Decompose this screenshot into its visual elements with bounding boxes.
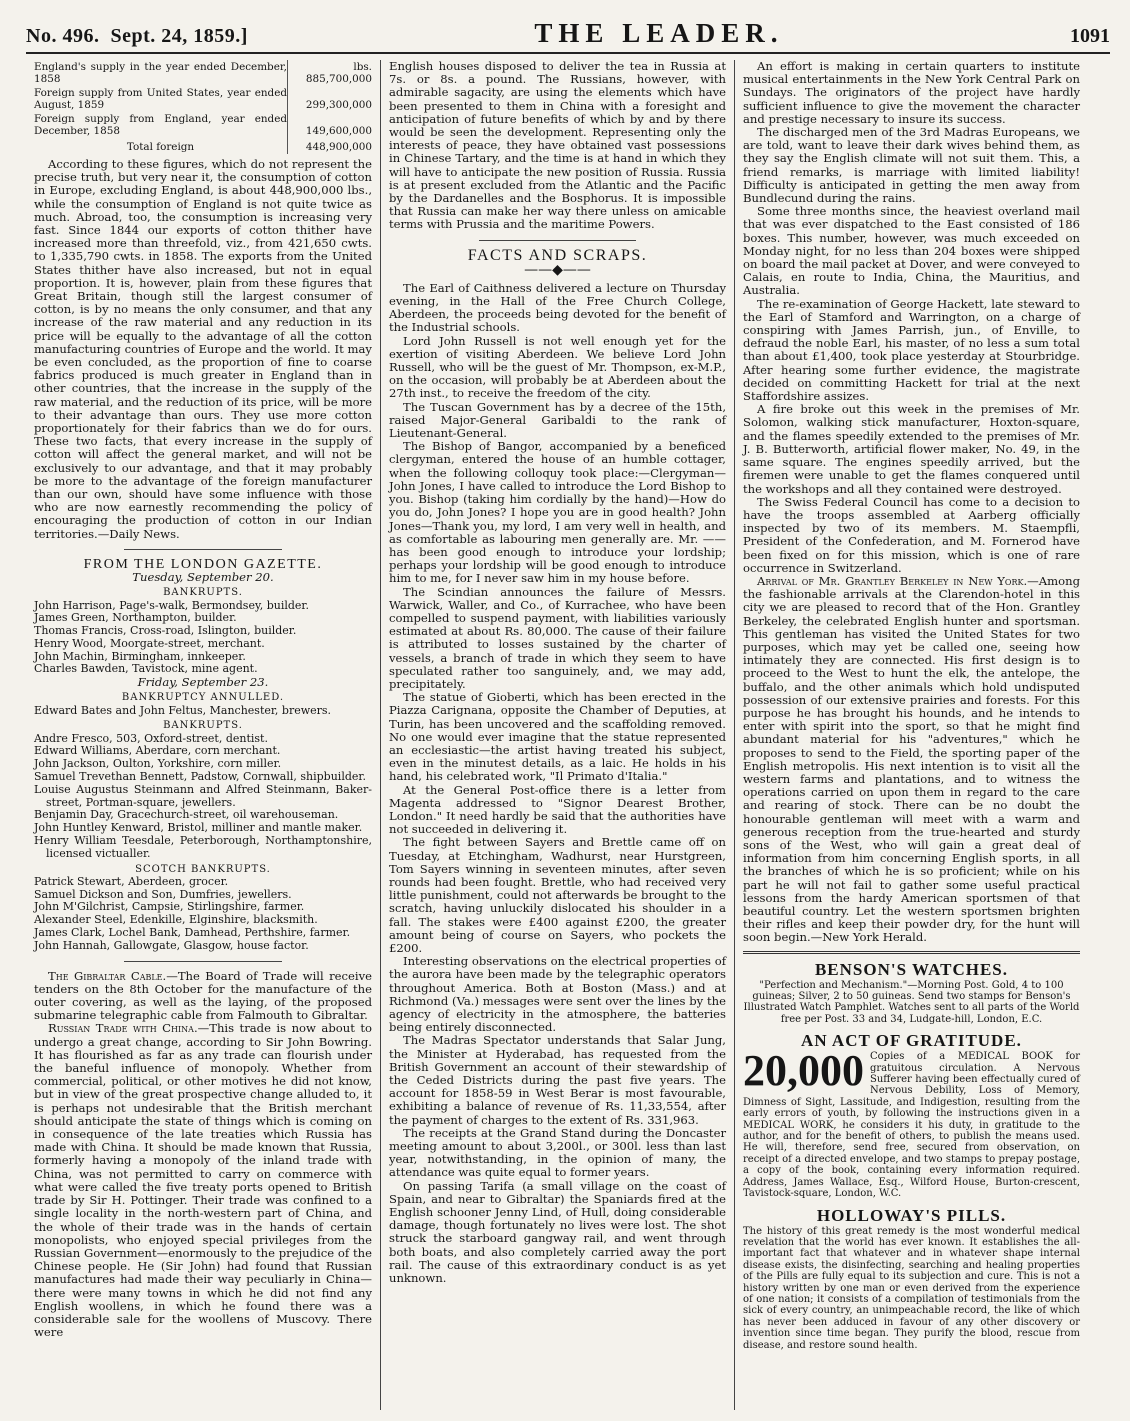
- cotton-article: According to these figures, which do not represent the precise truth, but very near it, the consumption of cotton in Europe, excluding England, is about 448,900,000 lbs., while the consumption of England is not quite twice as much. Abroad, too, the consumption is increasing very fast. Since 1844 our exports of cotton thither have increased more than threefold, viz., from 421,650 cwts. to 1,335,790 cwts. in 1858. The exports from the United States thither have also increased, but not in equal proportion. It is, however, plain from these figures that Great Britain, though still the largest consumer of cotton, is by no means the only consumer, and that any increase of the raw material and any reduction in its price will be equally to the advantage of all the cotton manufacturing countries of Europe and the world. It may be even concluded, as the proportion of fine to coarse fabrics produced is much greater in England than in other countries, that the increase in the supply of the raw material, and the reduction of its price, will be more to their advantage than ours. They use more cotton proportionately for their fabrics than we do for ours. These two facts, that every increase in the supply of cotton will affect the general market, and will not be exclusively to our advantage, and that it may probably be more to the advantage of the foreign manufacturer than our own, should have some influence with those who are now earnestly recommending the policy of encouraging the production of cotton in our Indian territories.—Daily News.: [34, 157, 372, 541]
- bankrupts-list: [34, 600, 372, 677]
- list-item: Benjamin Day, Gracechurch-street, oil warehouseman.: [34, 808, 339, 822]
- divider: [743, 951, 1080, 954]
- scotch-bankrupts-list: [34, 876, 372, 953]
- advertisement-title: AN ACT OF GRATITUDE.: [801, 1031, 1022, 1051]
- advertisement-title: HOLLOWAY'S PILLS.: [816, 1205, 1007, 1225]
- news-item: A fire broke out this week in the premises of Mr. Solomon, walking stick manufacturer, Hoxton-square, and the flames speedily extended to the premises of Mr. J. B. Butterworth, artificial flower maker, No. 49, in the same square. The engines speedily arrived, but the firemen were unable to get the flames conquered until the workshops and all they contained were destroyed.: [743, 402, 1080, 496]
- table-row: [34, 138, 372, 154]
- russian-trade-article: Russian Trade with China.—This trade is now about to undergo a great change, according to Sir John Bowring. It has flourished as far as any trade can flourish under the baneful influence of monopoly. Whether from commercial, political, or other motives he did not know, but in view of the great prospective change alluded to, it is perhaps not undesirable that the British merchant should anticipate the state of things which is coming on in consequence of the late treaties which Russia has made with China. It should be made known that Russia, formerly having a monopoly of the inland trade with China, was not permitted to carry on commerce with what were called the five treaty ports opened to British trade by Sir H. Pottinger. Their trade was confined to a single locality in the north-western part of China, and the whole of their trade was in the hands of certain monopolists, who enjoyed special privileges from the Russian Government—enormously to the prejudice of the Chinese people. He (Sir John) had found that Russian manufactures had made their way peculiarly in China—there were many towns in which he did not find any English woollens, in which he found there was a considerable sale for the woollens of Muscovy. There were: [34, 1021, 372, 1340]
- news-item: An effort is making in certain quarters to institute musical entertainments in the New York Central Park on Sundays. The originators of the project have hardly sufficient influence to give the movement the character and prestige necessary to insure its success.: [743, 60, 1080, 126]
- list-item: Henry William Teesdale, Peterborough, Northamptonshire, licensed victualler.: [34, 834, 372, 860]
- ledger-value: lbs. 885,700,000: [288, 60, 373, 86]
- news-item: The Madras Spectator understands that Salar Jung, the Minister at Hyderabad, has requested from the British Government an account of their stewardship of the Ceded Districts during the past five years. The account for 1858-59 in West Berar is most favourable, exhibiting a balance of revenue of Rs. 11,33,554, after the payment of charges to the extent of Rs. 331,963.: [389, 1033, 726, 1127]
- cotton-supply-table: [34, 60, 372, 154]
- divider: [124, 961, 282, 962]
- news-item: Some three months since, the heaviest overland mail that was ever dispatched to the East consisted of 186 boxes. This number, however, was much exceeded on Monday night, for no less than 204 boxes were shipped on board the mail packet at Dover, and were conveyed to Calais, en route to India, China, the Mauritius, and Australia.: [743, 204, 1080, 298]
- page-number: 1091: [1069, 25, 1110, 47]
- big-number: 20,000: [743, 1046, 864, 1096]
- divider: [124, 549, 282, 550]
- gibraltar-cable-article: The Gibraltar Cable.—The Board of Trade will receive tenders on the 8th October for the manufacture of the outer covering, as well as the laying, of the proposed submarine telegraphic cable from Falmouth to Gibraltar.: [34, 968, 373, 1023]
- news-item: The discharged men of the 3rd Madras Europeans, we are told, want to leave their dark wives behind them, as they say the English climate will not suit them. This, a friend remarks, is marriage with limited liability! Difficulty is anticipated in getting the men away from Bundlecund during the rains.: [743, 125, 1080, 206]
- list-item: Henry Wood, Moorgate-street, merchant.: [34, 636, 265, 650]
- ledger-label: Foreign supply from England, year ended December, 1858: [34, 113, 287, 137]
- column-3: [734, 60, 1088, 1410]
- news-item: The fight between Sayers and Brettle came off on Tuesday, at Etchingham, Wadhurst, near Hurstgreen, Tom Sayers winning in seventeen minutes, after seven rounds had been fought. Brettle, who had received very little punishment, could not afterwards be brought to the scratch, having unluckily dislocated his shoulder in a fall. The stakes were £400 against £200, the greater amount being of course on Sayers, who pockets the £200.: [389, 835, 726, 955]
- list-item: Edward Bates and John Feltus, Manchester, brewers.: [34, 703, 332, 717]
- list-item: Andre Fresco, 503, Oxford-street, dentist.: [34, 731, 268, 745]
- section-label: BANKRUPTS.: [163, 720, 243, 732]
- list-item: Samuel Trevethan Bennett, Padstow, Cornwall, shipbuilder.: [34, 770, 366, 784]
- list-item: Patrick Stewart, Aberdeen, grocer.: [34, 874, 229, 888]
- news-item: Interesting observations on the electrical properties of the aurora have been made by the telegraphic operators throughout America. Both at Boston (Mass.) and at Richmond (Va.) messages were sent over the lines by the agency of electricity in the atmosphere, the batteries being entirely disconnected.: [389, 954, 726, 1035]
- news-item: The receipts at the Grand Stand during the Doncaster meeting amount to about 3,200l., or 300l. less than last year, notwithstanding, in the opinion of many, the attendance was quite equal to former years.: [389, 1125, 726, 1180]
- section-heading: FACTS AND SCRAPS.: [467, 246, 648, 264]
- list-item: Alexander Steel, Edenkille, Elginshire, blacksmith.: [34, 913, 318, 927]
- list-item: Louise Augustus Steinmann and Alfred Steinmann, Baker-street, Portman-square, jewellers.: [34, 782, 372, 809]
- section-label: BANKRUPTCY ANNULLED.: [121, 692, 285, 704]
- ledger-label: Total foreign: [126, 141, 195, 153]
- ornament-icon: ——◆——: [524, 261, 591, 278]
- list-item: John Harrison, Page's-walk, Bermondsey, builder.: [34, 598, 309, 612]
- column-2: [380, 60, 734, 1410]
- ledger-label: Foreign supply from United States, year ended August, 1859: [34, 87, 287, 111]
- list-item: John Huntley Kenward, Bristol, milliner and mantle maker.: [34, 821, 363, 835]
- table-row: [34, 112, 372, 138]
- advertisement-body: "Perfection and Mechanism."—Morning Post. Gold, 4 to 100 guineas; Silver, 2 to 50 guineas. Send two stamps for Benson's Illustrated Watch Pamphlet. Watches sent to all parts of the World free per Post. 33 and 34, Ludgate-hill, London, E.C.: [743, 979, 1080, 1025]
- advertisement-title: BENSON'S WATCHES.: [814, 959, 1009, 979]
- list-item: John M'Gilchrist, Campsie, Stirlingshire, farmer.: [34, 900, 305, 914]
- ledger-value: 448,900,000: [288, 138, 373, 154]
- issue-date: Sept. 24, 1859.]: [110, 25, 248, 47]
- news-item: On passing Tarifa (a small village on the coast of Spain, and near to Gibraltar) the Spaniards fired at the English schooner Jenny Lind, of Hull, doing considerable damage, though fortunately no lives were lost. The shot struck the starboard gangway rail, and went through both boats, and also completely carried away the port rail. The cause of this extraordinary conduct is as yet unknown.: [389, 1178, 726, 1286]
- advertisement-body: The history of this great remedy is the most wonderful medical revelation that the world has ever known. It establishes the all-important fact that whatever and in whatever shape internal disease exists, the disinfecting, searching and healing properties of the Pills are fully equal to its subjection and cure. This is not a history written by one man or even derived from the experience of one nation; it consists of a compilation of testimonials from the sick of every country, an unimpeachable record, the like of which has never been adduced in favour of any other discovery or invention since time began. They purify the blood, rescue from disease, and restore sound health.: [743, 1225, 1080, 1351]
- table-row: [34, 60, 372, 86]
- ledger-value: 149,600,000: [288, 112, 373, 138]
- gazette-date: Friday, September 23.: [137, 675, 269, 690]
- section-label: SCOTCH BANKRUPTS.: [135, 863, 271, 875]
- ledger-label: England's supply in the year ended December, 1858: [34, 61, 287, 85]
- news-item: At the General Post-office there is a letter from Magenta addressed to "Signor Dearest Brother, London." It need hardly be said that the authorities have not succeeded in delivering it.: [389, 782, 726, 837]
- list-item: Thomas Francis, Cross-road, Islington, builder.: [34, 624, 297, 638]
- berkeley-article: Arrival of Mr. Grantley Berkeley in New York.—Among the fashionable arrivals at the Clarendon-hotel in this city we are pleased to record that of the Hon. Grantley Berkeley, the celebrated English hunter and sportsman. This gentleman has visited the United States for two purposes, which may yet be called one, seeing how intimately they are connected. His first design is to proceed to the West to hunt the elk, the antelope, the buffalo, and the other animals which hold undisputed possession of our extensive prairies and forests. For this purpose he has brought his hounds, and he intends to enter with spirit into the sport, so that he might find abundant material for his "adventures," which he proposes to send to the Field, the sporting paper of the English metropolis. His next intention is to visit all the western farms and plantations, and to witness the operations carried on upon them in regard to the care and rearing of stock. There can be no doubt the honourable gentleman will meet with a warm and generous reception from the true-hearted and sturdy sons of the West, who will gain a great deal of information from him concerning English sports, in all the branches of which he is so proficient; while on his part he will not fail to gather some useful practical lessons from the hardy American sportsmen of that beautiful country. Let the western sportsmen brighten their rifles and keep their powder dry, for the hunt will soon begin.—New York Herald.: [743, 573, 1080, 945]
- ledger-value: 299,300,000: [288, 86, 373, 112]
- newspaper-title: THE LEADER.: [534, 18, 784, 48]
- gazette-date: Tuesday, September 20.: [132, 570, 274, 585]
- news-item: The Earl of Caithness delivered a lecture on Thursday evening, in the Hall of the Free Church College, Aberdeen, the proceeds being devoted for the benefit of the Industrial schools.: [389, 280, 726, 335]
- list-item: James Clark, Lochel Bank, Damhead, Perthshire, farmer.: [34, 926, 351, 940]
- news-item: Lord John Russell is not well enough yet for the exertion of visiting Aberdeen. We believe Lord John Russell, who will be the guest of Mr. Thompson, ex-M.P., on the occasion, will probably be at Aberdeen about the 27th inst., to receive the freedom of the city.: [389, 333, 726, 401]
- news-item: The statue of Gioberti, which has been erected in the Piazza Carignana, opposite the Chamber of Deputies, at Turin, has been uncovered and the scaffolding removed. No one would ever imagine that the statue represented an ecclesiastic—the artist having treated his subject, even in the minutest details, as a laic. He holds in his hand, his celebrated work, "Il Primato d'Italia.": [389, 690, 726, 784]
- list-item: Samuel Dickson and Son, Dumfries, jewellers.: [34, 887, 292, 901]
- divider: [479, 240, 636, 241]
- list-item: Edward Williams, Aberdare, corn merchant.: [34, 744, 281, 758]
- list-item: John Jackson, Oulton, Yorkshire, corn miller.: [34, 757, 282, 771]
- list-item: Charles Bawden, Tavistock, mine agent.: [34, 662, 258, 676]
- list-item: John Hannah, Gallowgate, Glasgow, house factor.: [34, 938, 309, 952]
- news-item: The Bishop of Bangor, accompanied by a beneficed clergyman, entered the house of an humble cottager, when the following colloquy took place:—Clergyman—John Jones, I have called to introduce the Lord Bishop to you. Bishop (taking him cordially by the hand)—How do you do, John Jones? I hope you are in good health? John Jones—Thank you, my lord, I am very well in health, and as comfortable as labouring men generally are. Mr. —— has been good enough to introduce your lordship; perhaps your lordship will be good enough to introduce him to me, for I never saw him in my house before.: [389, 439, 726, 586]
- masthead: [26, 18, 1110, 54]
- section-label: BANKRUPTS.: [163, 587, 243, 599]
- bankrupts-list: [34, 733, 372, 861]
- issue-and-date: [26, 25, 248, 48]
- column-1: [26, 60, 380, 1410]
- russian-trade-continued: English houses disposed to deliver the tea in Russia at 7s. or 8s. a pound. The Russians, however, with admirable sagacity, are using the elements which have been presented to them in China with a foresight and anticipation of future benefits of which by and by there would be seen the development. Representing only the interests of peace, they have obtained vast possessions in Chinese Tartary, and the time is at hand in which they will have to anticipate the new position of Russia. Russia is at present excluded from the Atlantic and the Pacific by the Dardanelles and the Bosphorus. It is impossible that Russia can make her way there unless on amicable terms with Prussia and the maritime Powers.: [389, 60, 726, 232]
- table-row: [34, 86, 372, 112]
- issue-number: No. 496.: [26, 25, 100, 47]
- list-item: James Green, Northampton, builder.: [34, 611, 237, 625]
- news-item: The re-examination of George Hackett, late steward to the Earl of Stamford and Warrington, on a charge of conspiring with James Parrish, jun., of Enville, to defraud the noble Earl, his master, of no less a sum total than about £1,400, took place yesterday at Stourbridge. After hearing some further evidence, the magistrate decided on committing Hackett for trial at the next Staffordshire assizes.: [743, 296, 1080, 404]
- news-item: The Scindian announces the failure of Messrs. Warwick, Waller, and Co., of Kurrachee, who have been compelled to suspend payment, with liabilities variously estimated at about Rs. 80,000. The cause of their failure is attributed to losses sustained by the charter of vessels, a branch of trade in which they seem to have speculated rather too sanguinely, and, we may add, precipitately.: [389, 584, 726, 691]
- advertisement-body: 20,000 Copies of a MEDICAL BOOK for gratuitous circulation. A Nervous Sufferer having been effectually cured of Nervous Debility, Loss of Memory, Dimness of Sight, Lassitude, and Indigestion, resulting from the early errors of youth, by following the instructions given in a MEDICAL WORK, he considers it his duty, in gratitude to the author, and for the benefit of others, to publish the means used. He will, therefore, send free, secured from observation, on receipt of a directed envelope, and two stamps to prepay postage, a copy of the book, containing every information required. Address, James Wallace, Esq., Wilford House, Burton-crescent, Tavistock-square, London, W.C.: [743, 1046, 1080, 1200]
- list-item: John Machin, Birmingham, innkeeper.: [34, 649, 246, 663]
- gazette-heading: FROM THE LONDON GAZETTE.: [83, 556, 323, 572]
- news-item: The Swiss Federal Council has come to a decision to have the troops assembled at Aarberg officially inspected by two of its members. M. Staempfli, President of the Confederation, and M. Fornerod have been fixed on for this mission, which is one of rare occurrence in Switzerland.: [743, 494, 1080, 575]
- news-item: The Tuscan Government has by a decree of the 15th, raised Major-General Garibaldi to the rank of Lieutenant-General.: [389, 399, 726, 441]
